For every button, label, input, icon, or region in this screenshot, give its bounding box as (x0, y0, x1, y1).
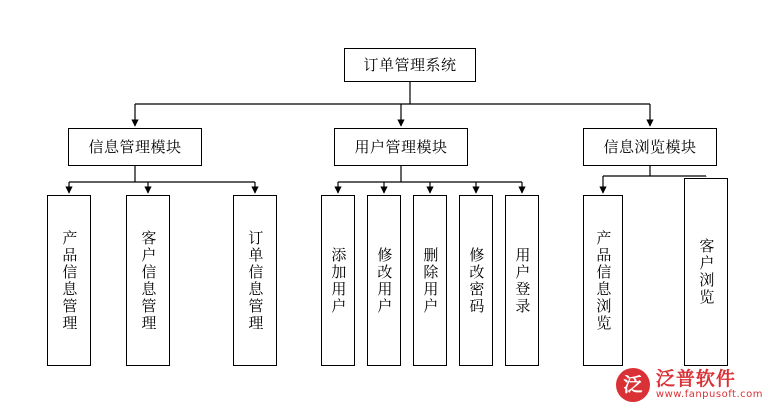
node-root-label: 订单管理系统 (363, 55, 457, 74)
node-leaf-change-password (459, 195, 493, 366)
node-module-info-browse-label: 信息浏览模块 (603, 137, 697, 156)
node-leaf-change-password-label: 修改密码 (467, 246, 486, 315)
node-leaf-product-info-management-label: 产品信息管理 (60, 229, 79, 332)
node-module-info-management-label: 信息管理模块 (88, 137, 182, 156)
node-module-info-management (68, 128, 202, 166)
node-leaf-product-info-management (47, 195, 91, 366)
node-leaf-customer-browse (684, 178, 728, 366)
node-root (344, 48, 476, 82)
watermark-text (655, 367, 763, 400)
node-leaf-customer-info-management (126, 195, 170, 366)
node-leaf-product-info-browse-label: 产品信息浏览 (594, 229, 613, 332)
watermark (616, 368, 763, 402)
watermark-logo-icon: 泛 (616, 368, 650, 402)
node-module-user-management-label: 用户管理模块 (354, 137, 448, 156)
node-leaf-modify-user-label: 修改用户 (375, 246, 394, 315)
node-leaf-delete-user-label: 删除用户 (421, 246, 440, 315)
node-leaf-order-info-management (233, 195, 277, 366)
node-leaf-user-login (505, 195, 539, 366)
node-leaf-delete-user (413, 195, 447, 366)
watermark-url-label: www.fanpusoft.com (655, 388, 763, 400)
watermark-main-label: 泛普软件 (655, 367, 736, 390)
node-leaf-add-user-label: 添加用户 (329, 246, 348, 315)
node-leaf-user-login-label: 用户登录 (513, 246, 532, 315)
node-leaf-add-user (321, 195, 355, 366)
node-leaf-modify-user (367, 195, 401, 366)
node-module-user-management (334, 128, 468, 166)
node-leaf-order-info-management-label: 订单信息管理 (246, 229, 265, 332)
node-module-info-browse (583, 128, 717, 166)
node-leaf-customer-info-management-label: 客户信息管理 (139, 229, 158, 332)
node-leaf-customer-browse-label: 客户浏览 (697, 238, 716, 306)
node-leaf-product-info-browse (583, 195, 623, 366)
